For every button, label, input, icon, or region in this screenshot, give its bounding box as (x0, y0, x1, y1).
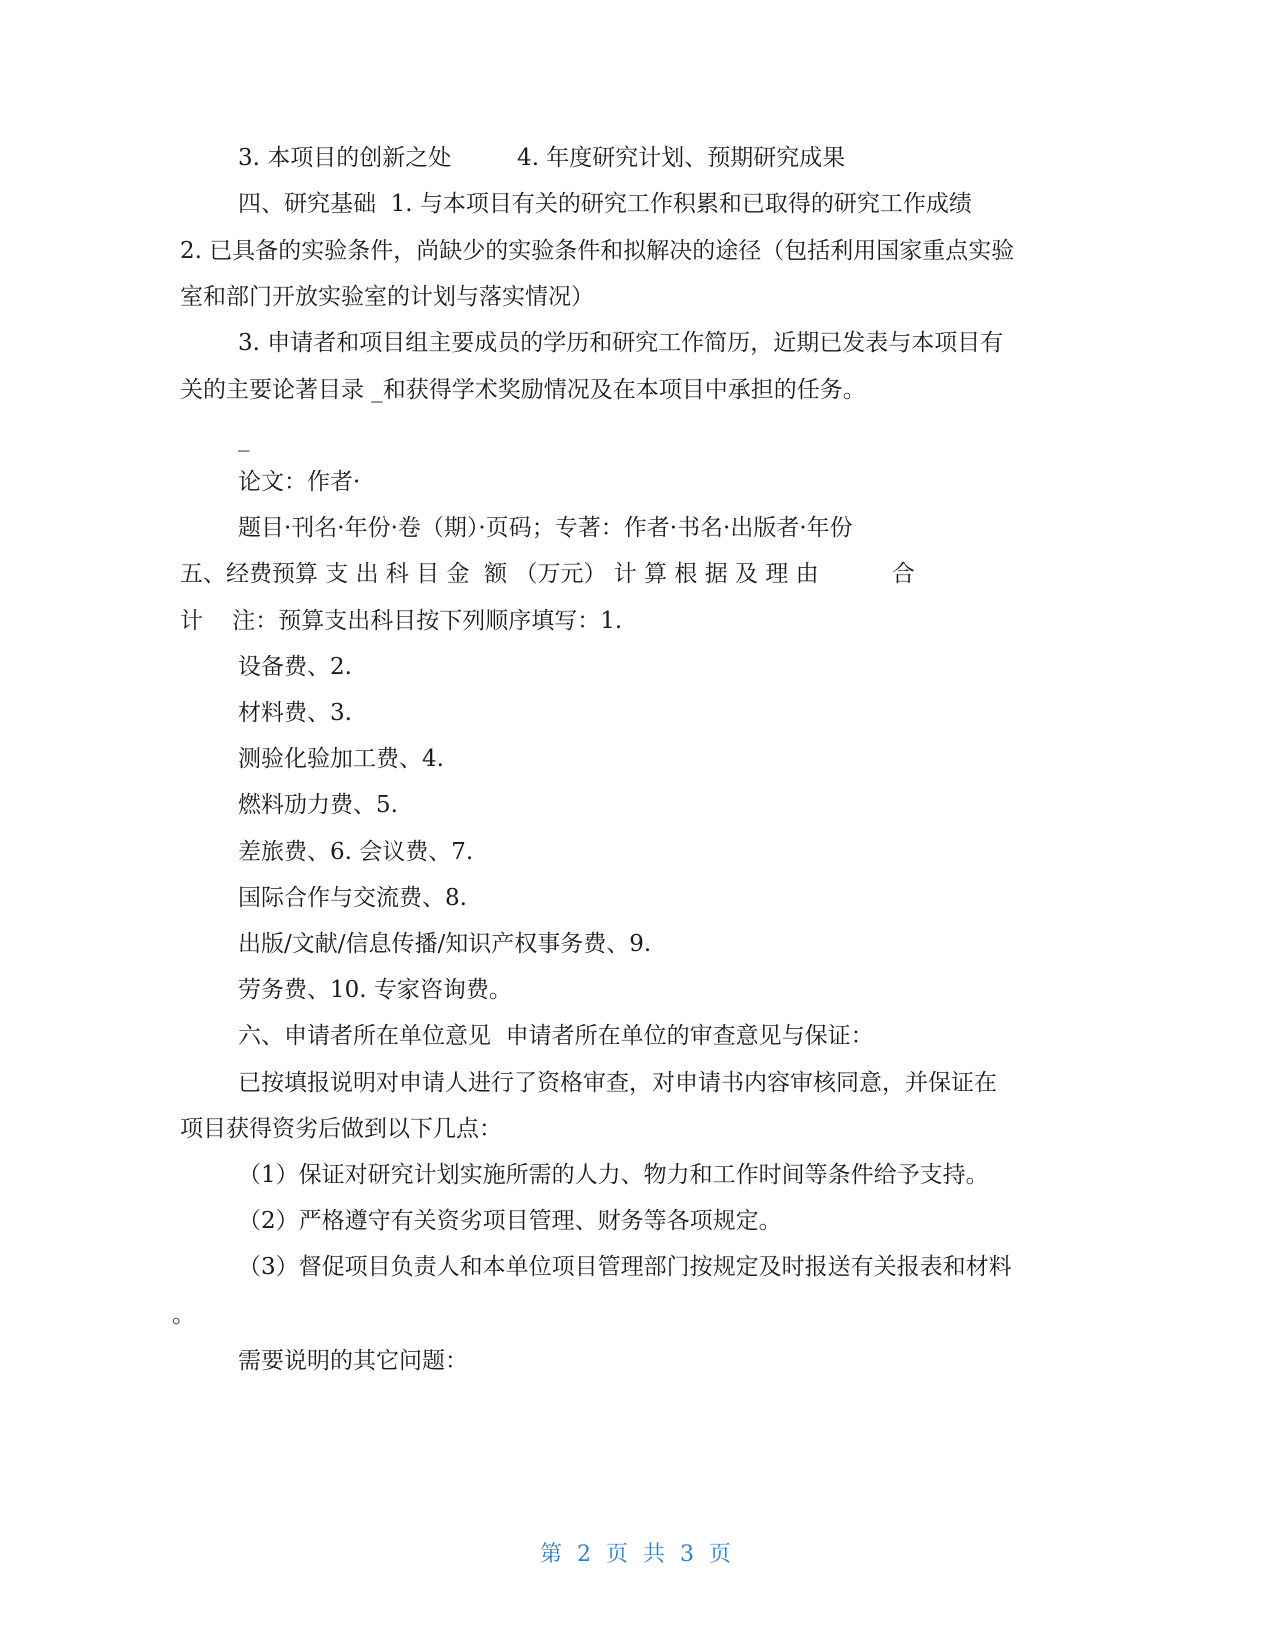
text-line: 国际合作与交流费、8. (238, 885, 467, 911)
text-line: 差旅费、6. 会议费、7. (238, 839, 474, 865)
text-line: 材料费、3. (238, 700, 352, 726)
text-line: 设备费、2. (238, 654, 352, 680)
text-line: 关的主要论著目录 _和获得学术奖励情况及在本项目中承担的任务。 (180, 377, 866, 403)
text-line: 3. 申请者和项目组主要成员的学历和研究工作简历，近期已发表与本项目有 (238, 330, 1004, 356)
text-line: 。 (172, 1302, 195, 1328)
text-line: 已按填报说明对申请人进行了资格审查，对申请书内容审核同意，并保证在 (238, 1070, 997, 1096)
text-line: 五、经费预算 支 出 科 目 金 额 （万元） 计 算 根 据 及 理 由 合 (180, 561, 915, 587)
text-line: 3. 本项目的创新之处 4. 年度研究计划、预期研究成果 (238, 145, 846, 171)
text-line: 室和部门开放实验室的计划与落实情况） (180, 284, 594, 310)
text-line: 四、研究基础 1. 与本项目有关的研究工作积累和已取得的研究工作成绩 (238, 191, 972, 217)
text-line: 燃料劢力费、5. (238, 792, 398, 818)
text-line: （1）保证对研究计划实施所需的人力、物力和工作时间等条件给予支持。 (238, 1162, 989, 1188)
text-line: 计 注：预算支出科目按下列顺序填写：1. (180, 608, 623, 634)
text-line: _ (238, 426, 250, 452)
text-line: 劳务费、10. 专家咨询费。 (238, 977, 512, 1003)
text-line: 题目·刊名·年份·卷（期）·页码；专著：作者·书名·出版者·年份 (238, 515, 853, 541)
text-line: 论文：作者· (238, 469, 361, 495)
text-line: 六、申请者所在单位意见 申请者所在单位的审查意见与保证： (238, 1023, 874, 1049)
text-line: 项目获得资劣后做到以下几点： (180, 1116, 502, 1142)
text-line: （2）严格遵守有关资劣项目管理、财务等各项规定。 (238, 1208, 782, 1234)
text-line: 2. 已具备的实验条件，尚缺少的实验条件和拟解决的途径（包括利用国家重点实验 (180, 238, 1015, 264)
text-line: （3）督促项目负责人和本单位项目管理部门按规定及时报送有关报表和材料 (238, 1254, 1012, 1280)
text-line: 出版/文献/信息传播/知识产权事务费、9. (238, 931, 652, 957)
text-line: 需要说明的其它问题： (238, 1348, 468, 1374)
page-number: 第 2 页 共 3 页 (540, 1542, 735, 1567)
text-line: 测验化验加工费、4. (238, 746, 444, 772)
